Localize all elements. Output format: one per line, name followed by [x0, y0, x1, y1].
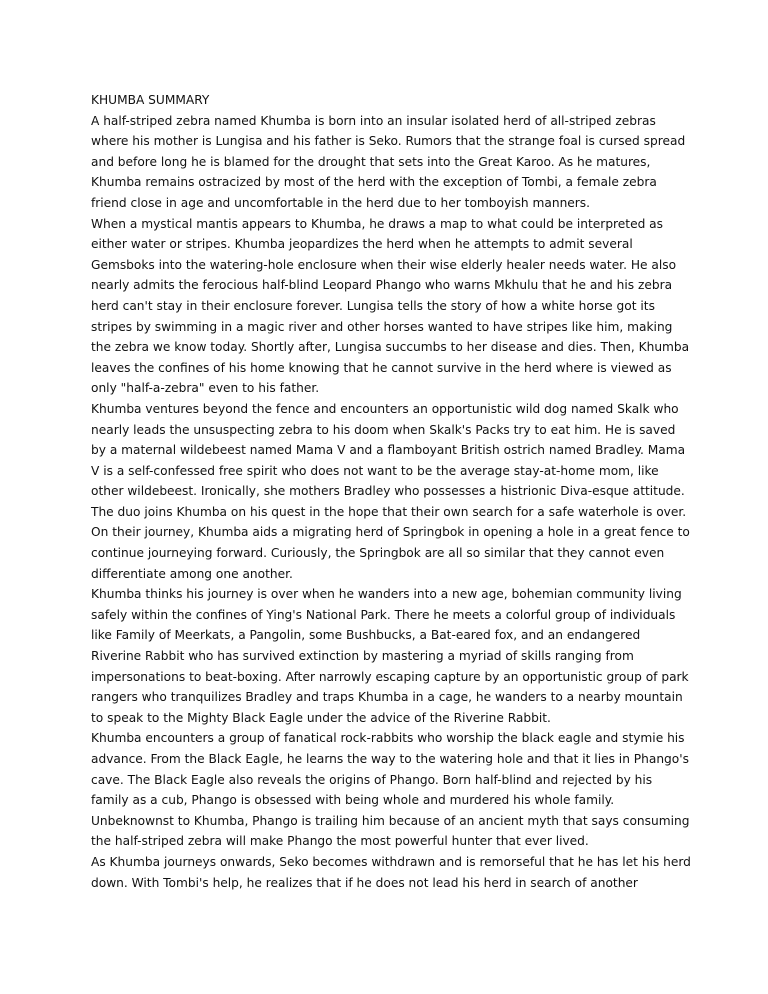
document-body	[91, 90, 691, 893]
document-title: KHUMBA SUMMARY	[91, 93, 210, 107]
paragraph-mantis-and-departure: When a mystical mantis appears to Khumba, he draws a map to what could be interpreted as either water or stripes. Khumba jeopardizes the herd when he attempts to admit several Gemsboks into the watering-hole enclosure when their wise elderly healer needs water. He also nearly admits the ferocious half-blind Leopard Phango who warns Mkhulu that he and his zebra herd can't stay in their enclosure forever. Lungisa tells the story of how a white horse got its stripes by swimming in a magic river and other horses wanted to have stripes like him, making the zebra we know today. Shortly after, Lungisa succumbs to her disease and dies. Then, Khumba leaves the confines of his home knowing that he cannot survive in the herd where is viewed as only "half-a-zebra" even to his father.	[91, 216, 690, 396]
paragraph-seko-and-tombi: As Khumba journeys onwards, Seko becomes withdrawn and is remorseful that he has let his herd down. With Tombi's help, he realizes that if he does not lead his herd in search of another	[91, 854, 691, 890]
paragraph-birth-and-ostracism: A half-striped zebra named Khumba is born into an insular isolated herd of all-striped zebras where his mother is Lungisa and his father is Seko. Rumors that the strange foal is cursed spread and before long he is blamed for the drought that sets into the Great Karoo. As he matures, Khumba remains ostracized by most of the herd with the exception of Tombi, a female zebra friend close in age and uncomfortable in the herd due to her tomboyish manners.	[91, 113, 686, 210]
paragraph-springbok: On their journey, Khumba aids a migrating herd of Springbok in opening a hole in a great fence to continue journeying forward. Curiously, the Springbok are all so similar that they cannot even differentiate among one another.	[91, 525, 690, 581]
paragraph-black-eagle: Khumba encounters a group of fanatical rock-rabbits who worship the black eagle and stymie his advance. From the Black Eagle, he learns the way to the watering hole and that it lies in Phango's cave. The Black Eagle also reveals the origins of Phango. Born half-blind and rejected by his family as a cub, Phango is obsessed with being whole and murdered his whole family. Unbeknownst to Khumba, Phango is trailing him because of an ancient myth that says consuming the half-striped zebra will make Phango the most powerful hunter that ever lived.	[91, 731, 690, 849]
paragraph-national-park: Khumba thinks his journey is over when he wanders into a new age, bohemian community living safely within the confines of Ying's National Park. There he meets a colorful group of individuals like Family of Meerkats, a Pangolin, some Bushbucks, a Bat-eared fox, and an endangered Riverine Rabbit who has survived extinction by mastering a myriad of skills ranging from impersonations to beat-boxing. After narrowly escaping capture by an opportunistic group of park rangers who tranquilizes Bradley and traps Khumba in a cage, he wanders to a nearby mountain to speak to the Mighty Black Eagle under the advice of the Riverine Rabbit.	[91, 587, 689, 725]
paragraph-skalk-and-mama-v: Khumba ventures beyond the fence and encounters an opportunistic wild dog named Skalk who nearly leads the unsuspecting zebra to his doom when Skalk's Packs try to eat him. He is saved by a maternal wildebeest named Mama V and a flamboyant British ostrich named Bradley. Mama V is a self-confessed free spirit who does not want to be the average stay-at-home mom, like other wildebeest. Ironically, she mothers Bradley who possesses a histrionic Diva-esque attitude. The duo joins Khumba on his quest in the hope that their own search for a safe waterhole is over.	[91, 401, 687, 519]
